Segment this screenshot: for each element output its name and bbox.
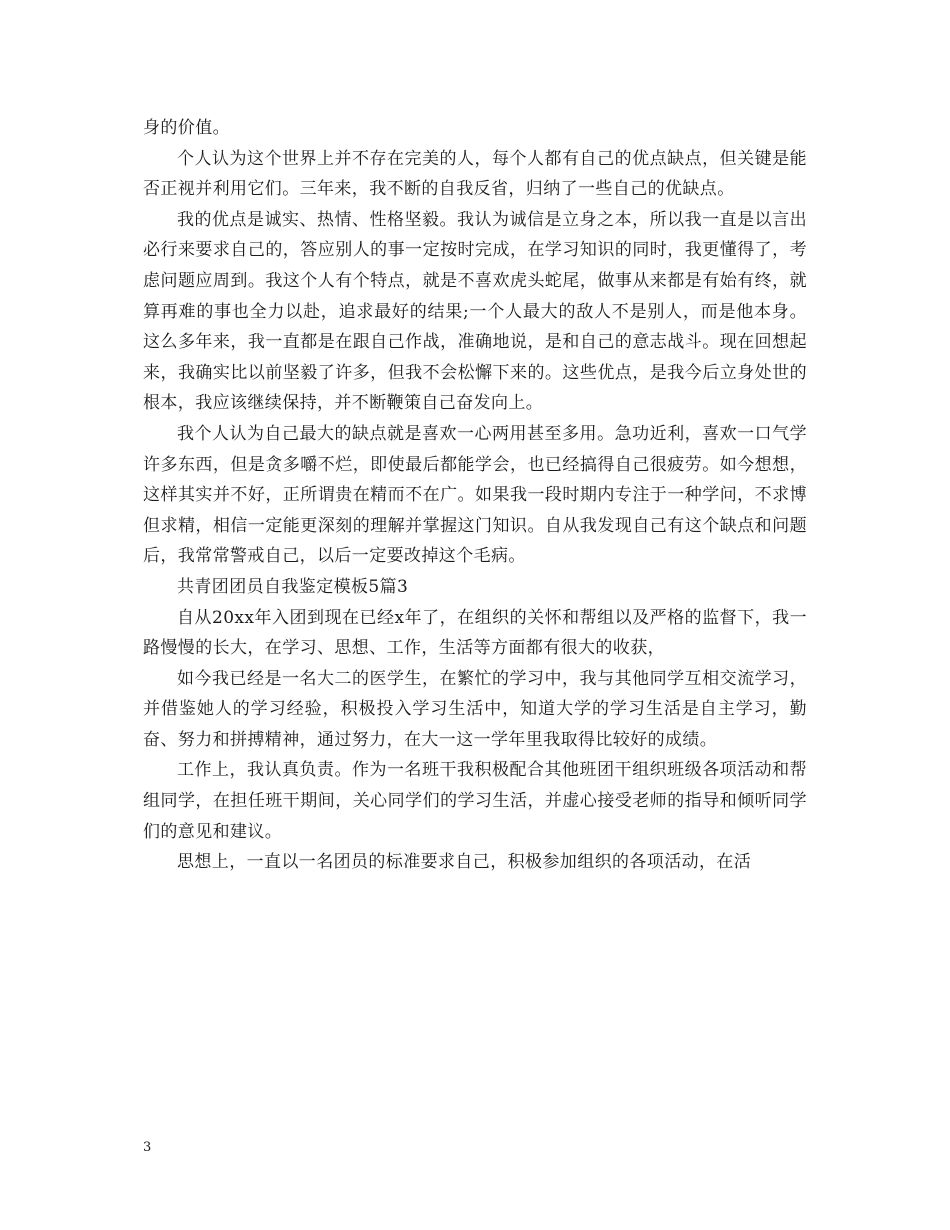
paragraph: 个人认为这个世界上并不存在完美的人，每个人都有自己的优点缺点，但关键是能否正视并利用它们。三年来，我不断的自我反省，归纳了一些自己的优缺点。 — [143, 148, 807, 200]
paragraph: 自从20xx年入团到现在已经x年了，在组织的关怀和帮组以及严格的监督下，我一路慢慢的长大，在学习、思想、工作，生活等方面都有很大的收获， — [143, 607, 807, 659]
paragraph: 身的价值。 — [143, 118, 230, 138]
paragraph: 如今我已经是一名大二的医学生，在繁忙的学习中，我与其他同学互相交流学习，并借鉴她人的学习经验，积极投入学习生活中，知道大学的学习生活是自主学习，勤奋、努力和拼搏精神，通过努力，在大一这一学年里我取得比较好的成绩。 — [143, 668, 807, 750]
document-body — [143, 113, 807, 878]
paragraph: 我的优点是诚实、热情、性格坚毅。我认为诚信是立身之本，所以我一直是以言出必行来要求自己的，答应别人的事一定按时完成，在学习知识的同时，我更懂得了，考虑问题应周到。我这个人有个特点，就是不喜欢虎头蛇尾，做事从来都是有始有终，就算再难的事也全力以赴，追求最好的结果;一个人最大的敌人不是别人，而是他本身。这么多年来，我一直都是在跟自己作战，准确地说，是和自己的意志战斗。现在回想起来，我确实比以前坚毅了许多，但我不会松懈下来的。这些优点，是我今后立身处世的根本，我应该继续保持，并不断鞭策自己奋发向上。 — [143, 209, 807, 414]
paragraph: 我个人认为自己最大的缺点就是喜欢一心两用甚至多用。急功近利，喜欢一口气学许多东西，但是贪多嚼不烂，即使最后都能学会，也已经搞得自己很疲劳。如今想想，这样其实并不好，正所谓贵在精而不在广。如果我一段时期内专注于一种学问，不求博但求精，相信一定能更深刻的理解并掌握这门知识。自从我发现自己有这个缺点和问题后，我常常警戒自己，以后一定要改掉这个毛病。 — [143, 423, 807, 567]
paragraph: 思想上，一直以一名团员的标准要求自己，积极参加组织的各项活动，在活 — [177, 852, 752, 873]
paragraph: 工作上，我认真负责。作为一名班干我积极配合其他班团干组织班级各项活动和帮组同学，在担任班干期间，关心同学们的学习生活，并虚心接受老师的指导和倾听同学们的意见和建议。 — [143, 760, 807, 842]
section-heading: 共青团团员自我鉴定模板5篇3 — [177, 576, 409, 597]
page-number: 3 — [143, 1140, 152, 1155]
